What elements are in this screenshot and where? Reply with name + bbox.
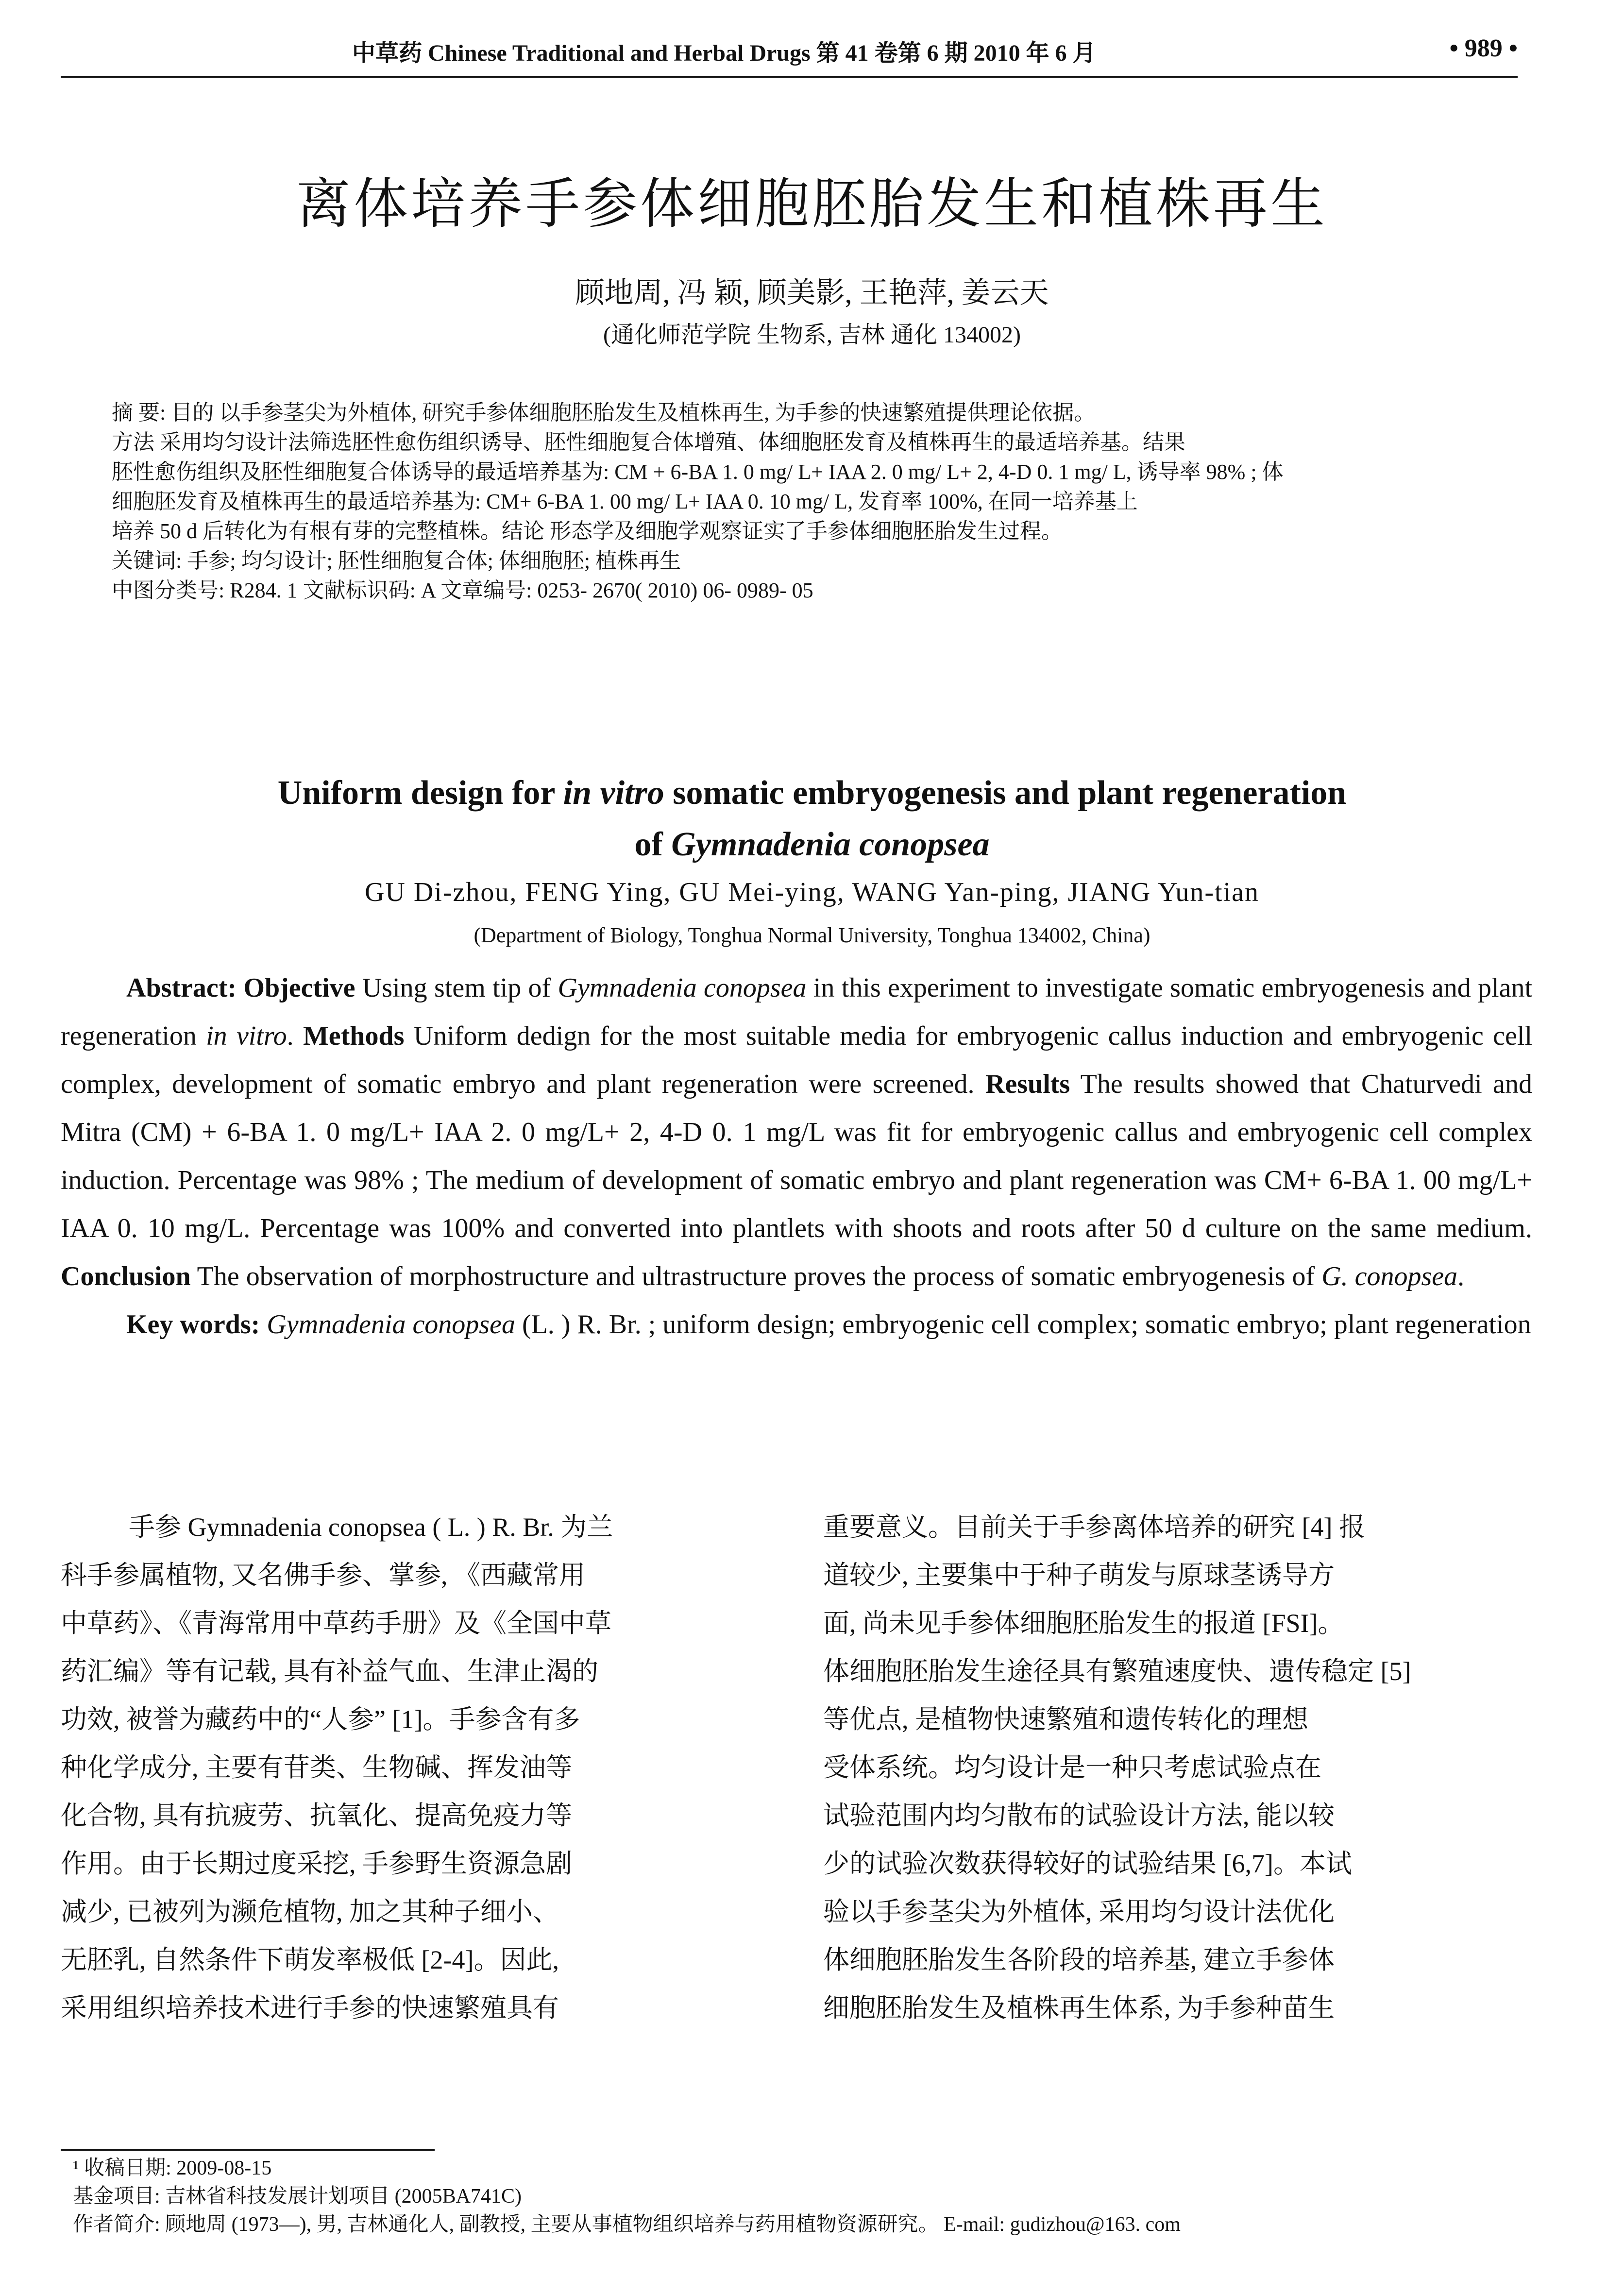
chinese-abstract xyxy=(112,398,1481,606)
body-line: 面, 尚未见手参体细胞胚胎发生的报道 [FSI]。 xyxy=(823,1609,1344,1638)
body-column-right xyxy=(823,1503,1527,2032)
body-line: 功效, 被誉为藏药中的“人参” [1]。手参含有多 xyxy=(61,1705,580,1734)
results-label: Results xyxy=(985,1069,1070,1099)
methods-label: Methods xyxy=(303,1021,405,1051)
conclusion-text: . xyxy=(1457,1261,1465,1291)
body-line: 种化学成分, 主要有苷类、生物碱、挥发油等 xyxy=(61,1753,572,1782)
body-line: 体细胞胚胎发生各阶段的培养基, 建立手参体 xyxy=(823,1945,1335,1974)
objective-text: in this experiment to investigate somatic embryogenesis and plant regeneration xyxy=(61,973,1533,1051)
body-line: 等优点, 是植物快速繁殖和遗传转化的理想 xyxy=(823,1705,1308,1734)
body-line: 化合物, 具有抗疲劳、抗氧化、提高免疫力等 xyxy=(61,1801,572,1830)
body-line: 手参 Gymnadenia conopsea ( L. ) R. Br. 为兰 xyxy=(129,1512,613,1542)
footnote-received: ¹ 收稿日期: 2009-08-15 xyxy=(73,2157,272,2179)
footnote-author: 作者简介: 顾地周 (1973—), 男, 吉林通化人, 副教授, 主要从事植物组织培养与药用植物资源研究。 E-mail: gudizhou@163. com xyxy=(73,2213,1181,2236)
objective-label: Objective xyxy=(243,973,355,1003)
keywords-label: Key words: xyxy=(126,1309,260,1340)
body-line: 减少, 已被列为濒危植物, 加之其种子细小、 xyxy=(61,1897,559,1926)
body-line: 受体系统。均匀设计是一种只考虑试验点在 xyxy=(823,1753,1321,1782)
objective-text: Using stem tip of xyxy=(362,973,558,1003)
body-line: 重要意义。目前关于手参离体培养的研究 [4] 报 xyxy=(823,1512,1365,1542)
objective-species: Gymnadenia conopsea xyxy=(558,973,807,1003)
footnotes xyxy=(73,2154,1578,2239)
classification-codes: 中图分类号: R284. 1 文献标识码: A 文章编号: 0253- 2670( 2010) 06- 0989- 05 xyxy=(112,578,813,602)
body-line: 验以手参茎尖为外植体, 采用均匀设计法优化 xyxy=(823,1897,1335,1926)
english-title-part: somatic embryogenesis and plant regeneration xyxy=(664,774,1347,812)
english-abstract xyxy=(61,964,1532,1349)
chinese-authors: 顾地周, 冯 颖, 顾美影, 王艳萍, 姜云天 xyxy=(575,277,1049,309)
english-title-species: Gymnadenia conopsea xyxy=(671,826,990,863)
conclusion-label: Conclusion xyxy=(61,1261,191,1291)
chinese-abstract-line: 胚性愈伤组织及胚性细胞复合体诱导的最适培养基为: CM + 6-BA 1. 0 mg/ L+ IAA 2. 0 mg/ L+ 2, 4-D 0. 1 mg/ L, 诱导率 98% ; 体 xyxy=(112,460,1284,484)
body-column-left xyxy=(61,1503,765,2032)
english-title-part: of xyxy=(634,826,672,863)
english-authors: GU Di-zhou, FENG Ying, GU Mei-ying, WANG Yan-ping, JIANG Yun-tian xyxy=(364,877,1260,907)
body-line: 少的试验次数获得较好的试验结果 [6,7]。本试 xyxy=(823,1849,1352,1878)
results-text: The results showed that Chaturvedi and Mitra (CM) + 6-BA 1. 0 mg/L+ IAA 2. 0 mg/L+ 2, 4-D 0. 1 mg/L was fit for embryogenic callus and embryogenic cell complex induction. Percentage was 98% ; The medium of development of somatic embryo and plant regeneration was CM+ 6-BA 1. 00 mg/L+ IAA 0. 10 mg/L. Percentage was 100% and converted into plantlets with shoots and roots after 50 d culture on the same medium. xyxy=(61,1069,1533,1243)
body-line: 采用组织培养技术进行手参的快速繁殖具有 xyxy=(61,1993,559,2022)
keywords-text: (L. ) R. Br. ; uniform design; embryogenic cell complex; somatic embryo; plant regeneration xyxy=(515,1309,1531,1340)
body-line: 药汇编》等有记载, 具有补益气血、生津止渴的 xyxy=(61,1657,598,1686)
abstract-label: Abstract: xyxy=(126,973,237,1003)
english-title-part: Uniform design for xyxy=(277,774,563,812)
chinese-affiliation: (通化师范学院 生物系, 吉林 通化 134002) xyxy=(603,322,1021,348)
chinese-keywords: 关键词: 手参; 均匀设计; 胚性细胞复合体; 体细胞胚; 植株再生 xyxy=(112,549,681,573)
chinese-abstract-line: 细胞胚发育及植株再生的最适培养基为: CM+ 6-BA 1. 00 mg/ L+ IAA 0. 10 mg/ L, 发育率 100%, 在同一培养基上 xyxy=(112,490,1138,513)
english-title xyxy=(0,767,1624,870)
footnote-rule xyxy=(61,2149,435,2151)
running-header xyxy=(61,29,1518,73)
english-affiliation: (Department of Biology, Tonghua Normal University, Tonghua 134002, China) xyxy=(474,923,1150,947)
journal-citation: 中草药 Chinese Traditional and Herbal Drugs 第 41 卷第 6 期 2010 年 6 月 xyxy=(352,40,1096,66)
body-line: 细胞胚胎发生及植株再生体系, 为手参种苗生 xyxy=(823,1993,1335,2022)
english-title-italic: in vitro xyxy=(563,774,664,812)
chinese-abstract-line: 摘 要: 目的 以手参茎尖为外植体, 研究手参体细胞胚胎发生及植株再生, 为手参的快速繁殖提供理论依据。 xyxy=(112,401,1096,425)
body-line: 道较少, 主要集中于种子萌发与原球茎诱导方 xyxy=(823,1561,1335,1590)
page-number: • 989 • xyxy=(1449,34,1518,62)
methods-text: Uniform dedign for the most suitable media for embryogenic callus induction and embryogenic cell complex, development of somatic embryo and plant regeneration were screened. xyxy=(61,1021,1532,1099)
conclusion-text: The observation of morphostructure and ultrastructure proves the process of somatic embryogenesis of xyxy=(197,1261,1322,1291)
body-line: 作用。由于长期过度采挖, 手参野生资源急剧 xyxy=(61,1849,572,1878)
keywords-species: Gymnadenia conopsea xyxy=(267,1309,515,1340)
body-line: 试验范围内均匀散布的试验设计方法, 能以较 xyxy=(823,1801,1335,1830)
body-line: 中草药》、《青海常用中草药手册》及《全国中草 xyxy=(61,1609,611,1638)
objective-invitro: in vitro xyxy=(206,1021,287,1051)
chinese-title: 离体培养手参体细胞胚胎发生和植株再生 xyxy=(296,174,1328,235)
conclusion-species: G. conopsea xyxy=(1321,1261,1458,1291)
footnote-funding: 基金项目: 吉林省科技发展计划项目 (2005BA741C) xyxy=(73,2185,522,2208)
english-abstract-paragraph: Abstract: Objective Using stem tip of Gymnadenia conopsea in this experiment to investigate somatic embryogenesis and plant regeneration in vitro. Methods Uniform dedign for the most suitable media for embryogenic callus induction and embryogenic cell complex, development of somatic embryo and plant regeneration were screened. Results The results showed that Chaturvedi and Mitra (CM) + 6-BA 1. 0 mg/L+ IAA 2. 0 mg/L+ 2, 4-D 0. 1 mg/L was fit for embryogenic callus and embryogenic cell complex induction. Percentage was 98% ; The medium of development of somatic embryo and plant regeneration was CM+ 6-BA 1. 00 mg/L+ IAA 0. 10 mg/L. Percentage was 100% and converted into plantlets with shoots and roots after 50 d culture on the same medium. Conclusion The observation of morphostructure and ultrastructure proves the process of somatic embryogenesis of G. conopsea. xyxy=(61,973,1533,1291)
body-line: 体细胞胚胎发生途径具有繁殖速度快、遗传稳定 [5] xyxy=(823,1657,1411,1686)
chinese-abstract-line: 方法 采用均匀设计法筛选胚性愈伤组织诱导、胚性细胞复合体增殖、体细胞胚发育及植株再生的最适培养基。结果 xyxy=(112,430,1185,454)
chinese-abstract-line: 培养 50 d 后转化为有根有芽的完整植株。结论 形态学及细胞学观察证实了手参体细胞胚胎发生过程。 xyxy=(112,519,1063,543)
english-keywords xyxy=(61,1301,1532,1349)
body-line: 科手参属植物, 又名佛手参、掌参, 《西藏常用 xyxy=(61,1561,585,1590)
body-line: 无胚乳, 自然条件下萌发率极低 [2-4]。因此, xyxy=(61,1945,559,1974)
header-rule xyxy=(61,76,1518,78)
